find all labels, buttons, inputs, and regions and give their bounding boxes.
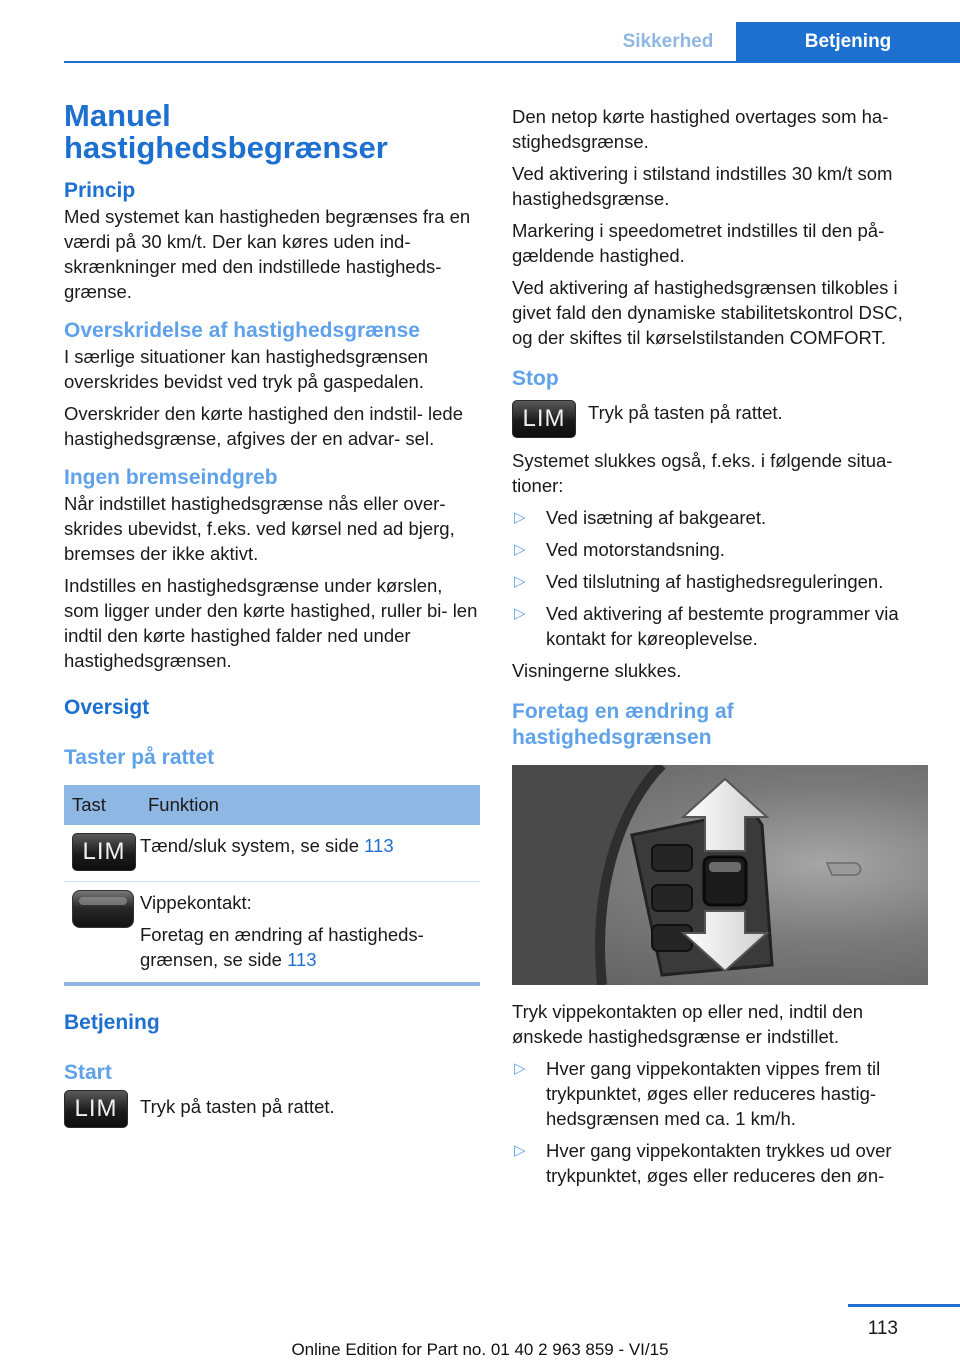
rocker-switch-icon — [72, 890, 134, 928]
right-p2: Ved aktivering i stilstand indstilles 30 km/t som hastighedsgrænse. — [512, 163, 893, 209]
heading-stop: Stop — [512, 367, 559, 390]
steering-wheel-photo — [512, 765, 928, 985]
tab-sikkerhed[interactable]: Sikkerhed — [600, 22, 736, 62]
overskridelse-p2: Overskrider den kørte hastighed den indstil- lede hastighedsgrænse, afgives der en advar- sel. — [64, 403, 463, 449]
heading-taster-paa-rattet: Taster på rattet — [64, 746, 215, 769]
bullet-triangle-icon: ▷ — [514, 1060, 526, 1077]
table-row — [64, 882, 480, 983]
table-row — [64, 825, 480, 882]
list-item: ▷ Hver gang vippekontakten trykkes ud over trykpunktet, øges eller reduceres den øn- — [514, 1140, 892, 1186]
heading-foretag-aendring: Foretag en ændring af hastighedsgrænsen — [512, 700, 734, 749]
table-header-funktion: Funktion — [140, 785, 480, 825]
lim-button-icon: LIM — [72, 833, 136, 871]
footer-edition-text: Online Edition for Part no. 01 40 2 963 859 - VI/15 — [291, 1340, 669, 1359]
heading-ingen-bremseindgreb: Ingen bremseindgreb — [64, 466, 278, 489]
bullet-triangle-icon: ▷ — [514, 509, 526, 526]
title-line-1: Manuel — [64, 98, 171, 133]
right-column — [512, 104, 928, 1195]
heading-oversigt: Oversigt — [64, 696, 150, 719]
bullet-triangle-icon: ▷ — [514, 1142, 526, 1159]
adjust-list — [512, 1056, 928, 1188]
stop-text: Tryk på tasten på rattet. — [588, 402, 783, 423]
overskridelse-p1: I særlige situationer kan hastighedsgrænsen overskrides bevidst ved tryk på gaspedalen. — [64, 346, 429, 392]
page-title — [64, 100, 480, 164]
start-text: Tryk på tasten på rattet. — [140, 1096, 335, 1117]
tab-betjening[interactable]: Betjening — [736, 22, 960, 62]
heading-princip: Princip — [64, 179, 136, 202]
heading-overskridelse: Overskridelse af hastighedsgrænse — [64, 319, 420, 342]
row1-text: Tænd/sluk system, se side — [140, 835, 365, 856]
page-link-113[interactable]: 113 — [287, 949, 317, 970]
footer-rule — [848, 1304, 960, 1307]
bullet-triangle-icon: ▷ — [514, 573, 526, 590]
steering-wheel-illustration — [512, 765, 928, 985]
row2-line1: Vippekontakt: — [140, 892, 252, 913]
right-p1: Den netop kørte hastighed overtages som ha- stighedsgrænse. — [512, 106, 889, 152]
title-line-2: hastighedsbegrænser — [64, 130, 388, 165]
heading-start: Start — [64, 1061, 112, 1084]
stop-instruction — [512, 400, 928, 438]
table-cell-funktion — [140, 825, 480, 882]
princip-text: Med systemet kan hastigheden begrænses fra en værdi på 30 km/t. Der kan køres uden ind- skrænkninger med den indstillede hastigheds- grænse. — [64, 206, 471, 302]
list-item: ▷ Ved aktivering af bestemte programmer via kontakt for køreoplevelse. — [514, 603, 899, 649]
table-cell-funktion — [140, 882, 480, 983]
list-item: ▷ Hver gang vippekontakten vippes frem til trykpunktet, øges eller reduceres hastig- hedsgrænsen med ca. 1 km/h. — [514, 1058, 881, 1129]
page-number: 113 — [867, 1318, 898, 1339]
right-p3: Markering i speedometret indstilles til den på- gældende hastighed. — [512, 220, 885, 266]
right-p4: Ved aktivering af hastighedsgrænsen tilkobles i givet fald den dynamiske stabilitetskontrol DSC, og der skiftes til kørselstilstanden COMFORT. — [512, 277, 903, 348]
bullet-triangle-icon: ▷ — [514, 605, 526, 622]
shutdown-conditions-list — [512, 505, 928, 651]
table-end-rule — [64, 982, 480, 986]
left-column — [64, 100, 480, 1128]
ingen-p1: Når indstillet hastighedsgrænse nås eller over- skrides ubevidst, f.eks. ved kørsel ned ad bjerg, bremses der ikke aktivt. — [64, 493, 455, 564]
right-p7: Tryk vippekontakten op eller ned, indtil den ønskede hastighedsgrænse er indstillet. — [512, 1001, 864, 1047]
page-link-113[interactable]: 113 — [364, 835, 394, 856]
list-item: ▷ Ved isætning af bakgearet. — [514, 507, 767, 528]
list-item: ▷ Ved tilslutning af hastighedsreguleringen. — [514, 571, 884, 592]
lim-button-icon: LIM — [64, 1090, 128, 1128]
row2-text: Foretag en ændring af hastigheds- grænsen, se side — [140, 924, 424, 970]
list-item: ▷ Ved motorstandsning. — [514, 539, 725, 560]
ingen-p2: Indstilles en hastighedsgrænse under kørslen, som ligger under den kørte hastighed, ruller bi- len indtil den kørte hastighed falder ned under hastighedsgrænsen. — [64, 575, 478, 671]
right-p6: Visningerne slukkes. — [512, 660, 682, 681]
keys-table — [64, 785, 480, 982]
bullet-triangle-icon: ▷ — [514, 541, 526, 558]
right-p5: Systemet slukkes også, f.eks. i følgende situa- tioner: — [512, 450, 893, 496]
header-rule — [64, 61, 960, 63]
heading-betjening: Betjening — [64, 1011, 160, 1034]
table-header-tast: Tast — [64, 785, 140, 825]
start-instruction — [64, 1090, 480, 1128]
lim-button-icon: LIM — [512, 400, 576, 438]
